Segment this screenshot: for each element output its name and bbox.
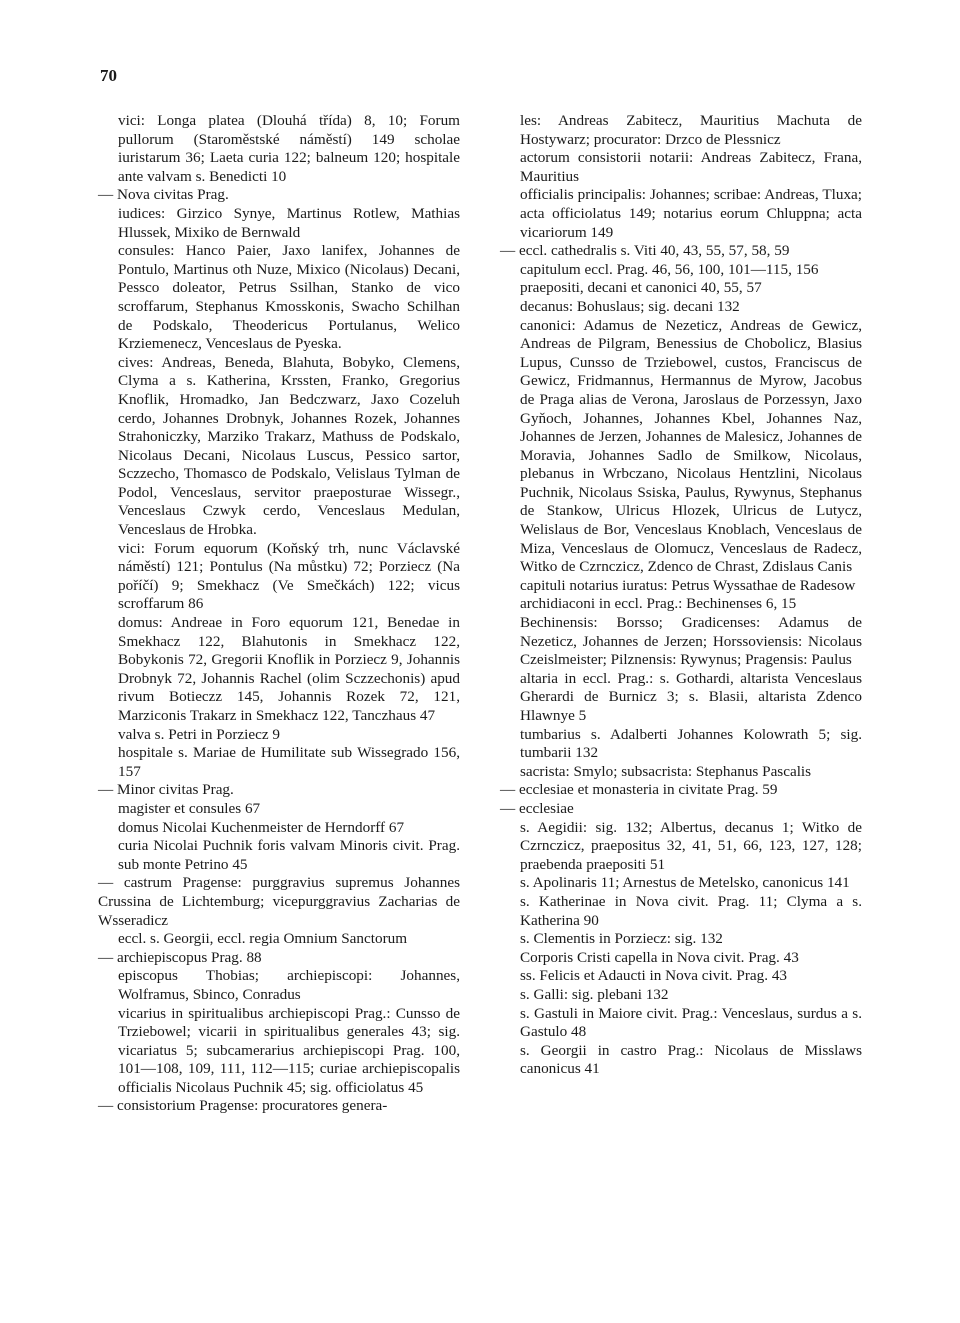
index-entry: cives: Andreas, Beneda, Blahuta, Bobyko, Clemens, Clyma a s. Katherina, Krssten, Franko, Gregorius Knoflik, Hromadko, Jan Bedczwarz, Jaxo Cozeluh cerdo, Johannes Drobnyk, Johannes Rozek, Johannes Strahoniczky, Marziko Trakarz, Mathuss de Podskalo, Nicolaus Decani, Nicolaus Luscus, Pessico sartor, Sczzecho, Thomasco de Podskalo, Velislaus Tylman de Podol, Venceslaus, servitor praeposturae Wissegr., Venceslaus Czwyk cerdo, Venceslaus Medulan, Venceslaus de Hrobka. [118, 353, 460, 539]
index-entry: capitulum eccl. Prag. 46, 56, 100, 101—115, 156 [520, 260, 819, 278]
index-entry: magister et consules 67 [118, 799, 261, 817]
index-entry: tumbarius s. Adalberti Johannes Kolowrath 5; sig. tumbarii 132 [520, 725, 862, 762]
index-entry: les: Andreas Zabitecz, Mauritius Machuta de Hostywarz; procurator: Drzco de Plessnicz [520, 112, 862, 148]
index-entry: curia Nicolai Puchnik foris valvam Minoris civit. Prag. sub monte Petrino 45 [118, 837, 460, 873]
index-entry: s. Georgii in castro Prag.: Nicolaus de Misslaws canonicus 41 [520, 1041, 862, 1078]
index-entry: episcopus Thobias; archiepiscopi: Johannes, Wolframus, Sbinco, Conradus [118, 967, 460, 1003]
index-entry: s. Katherinae in Nova civit. Prag. 11; Clyma a s. Katherina 90 [520, 892, 862, 929]
index-entry: sacrista: Smylo; subsacrista: Stephanus Pascalis [520, 762, 812, 780]
index-entry: valva s. Petri in Porziecz 9 [118, 725, 280, 743]
index-heading-entry: — ecclesiae [500, 800, 862, 819]
index-entry: ss. Felicis et Adaucti in Nova civit. Prag. 43 [520, 967, 788, 985]
index-entry: capituli notarius iuratus: Petrus Wyssathae de Radesow [520, 576, 856, 594]
index-entry: canonici: Adamus de Nezeticz, Andreas de Gewicz, Andreas de Pilgram, Benessius de Chobolicz, Blasius Lupus, Cunsso de Trziebowel, custos, Franciscus de Gewicz, Fridmannus, Hermannus de Myrow, Jacobus de Praga alias de Verona, Jaroslaus de Porzessyn, Jaxo Gyňoch, Johannes, Johannes Kbel, Johannes Naz, Johannes de Jerzen, Johannes de Malesicz, Johannes de Moravia, Johannes Sadlo de Smilkow, Nicolaus, plebanus in Wrbczano, Nicolaus Hentzlini, Nicolaus Puchnik, Nicolaus Ssiska, Paulus, Rywynus, Stephanus de Stankow, Ulricus Hlozek, Ulricus de Lutycz, Welislaus de Bor, Venceslaus Knoblach, Venceslaus de Miza, Venceslaus de Olomucz, Venceslaus de Radecz, Witko de Czrnczicz, Zdenco de Chrast, Zdislaus Canis [520, 316, 862, 576]
index-heading-entry: — archiepiscopus Prag. 88 [98, 949, 460, 968]
index-heading-entry: — castrum Pragense: purggravius supremus Johannes Crussina de Lichtemburg; vicepurggravius Zacharias de Wsseradicz [98, 874, 460, 930]
index-column-right [520, 112, 862, 1079]
index-entry: decanus: Bohuslaus; sig. decani 132 [520, 297, 740, 315]
index-entry: vici: Longa platea (Dlouhá třída) 8, 10; Forum pullorum (Staroměstské náměstí) 149 scholae iuristarum 36; Laeta curia 122; balneum 120; hospitale ante valvam s. Benedicti 10 [118, 112, 460, 185]
index-entry: Corporis Cristi capella in Nova civit. Prag. 43 [520, 948, 799, 966]
index-entry: domus: Andreae in Foro equorum 121, Benedae in Smekhacz 122, Blahutonis in Smekhacz 122, Bobykonis 72, Gregorii Knoflik in Porziecz 9, Johannis Drobnyk 72, Johannis Rachel (olim Sczzechonis) apud rivum Botieczz 145, Johannis Rozek 72, 121, Marziconis Trakarz in Smekhacz 122, Tanczhaus 47 [118, 614, 460, 724]
index-entry: altaria in eccl. Prag.: s. Gothardi, altarista Venceslaus Gherardi de Burnicz 3; s. Blasii, altarista Zdenco Hlawnye 5 [520, 669, 862, 724]
index-entry: vici: Forum equorum (Koňský trh, nunc Václavské náměstí) 121; Pontulus (Na můstku) 72; Porziecz (Na poříčí) 9; Smekhacz (Ve Smečkách) 122; vicus scroffarum 86 [118, 539, 460, 613]
index-entry: actorum consistorii notarii: Andreas Zabitecz, Frana, Mauritius [520, 149, 862, 185]
page-number: 70 [100, 66, 117, 85]
index-heading-entry: — Minor civitas Prag. [98, 781, 460, 800]
index-entry: Bechinensis: Borsso; Gradicenses: Adamus de Nezeticz, Johannes de Jerzen; Horssoviensis: Nicolaus Czeislmeister; Pilznensis: Rywynus; Pragensis: Paulus [520, 614, 862, 669]
index-entry: iudices: Girzico Synye, Martinus Rotlew, Mathias Hlussek, Mixiko de Bernwald [118, 204, 460, 241]
index-entry: s. Gastuli in Maiore civit. Prag.: Venceslaus, surdus a s. Gastulo 48 [520, 1004, 862, 1041]
index-entry: vicarius in spiritualibus archiepiscopi Prag.: Cunsso de Trziebowel; vicarii in spiritualibus generales 43; sig. vicariatus 5; subcamerarius archiepiscopi Prag. 100, 101—108, 109, 111, 112—115; curiae archiepiscopalis officialis Nicolaus Puchnik 45; sig. officiolatus 45 [118, 1004, 460, 1096]
index-entry: domus Nicolai Kuchenmeister de Herndorff 67 [118, 818, 405, 836]
index-entry: s. Apolinaris 11; Arnestus de Metelsko, canonicus 141 [520, 874, 850, 892]
index-entry: consules: Hanco Paier, Jaxo lanifex, Johannes de Pontulo, Martinus oth Nuze, Mixico (Nicolaus) Decani, Pessco doleator, Petrus Ssilhan, Stanko de vico scroffarum, Stephanus Kmosskonis, Swacho Schilhan de Podskalo, Theodericus Portulanus, Welico Krziemenecz, Venceslaus de Pyeska. [118, 242, 460, 353]
index-heading-entry: — eccl. cathedralis s. Viti 40, 43, 55, 57, 58, 59 [500, 242, 862, 261]
index-entry: s. Clementis in Porziecz: sig. 132 [520, 930, 723, 948]
index-heading-entry: — consistorium Pragense: procuratores genera- [98, 1097, 460, 1116]
index-entry: s. Aegidii: sig. 132; Albertus, decanus 1; Witko de Czrnczicz, praepositus 32, 41, 51, 66, 123, 127, 128; praebenda praepositi 51 [520, 818, 862, 873]
index-heading-entry: — ecclesiae et monasteria in civitate Prag. 59 [500, 781, 862, 800]
index-entry: eccl. s. Georgii, eccl. regia Omnium Sanctorum [118, 930, 408, 948]
index-entry: archidiaconi in eccl. Prag.: Bechinenses 6, 15 [520, 595, 797, 613]
index-heading-entry: — Nova civitas Prag. [98, 186, 460, 205]
index-entry: officialis principalis: Johannes; scribae: Andreas, Tluxa; acta officiolatus 149; notarius eorum Chluppna; acta vicariorum 149 [520, 186, 862, 241]
index-column-left [98, 112, 460, 1116]
index-entry: praepositi, decani et canonici 40, 55, 57 [520, 279, 762, 297]
index-entry: s. Galli: sig. plebani 132 [520, 985, 669, 1003]
index-entry: hospitale s. Mariae de Humilitate sub Wissegrado 156, 157 [118, 744, 460, 780]
